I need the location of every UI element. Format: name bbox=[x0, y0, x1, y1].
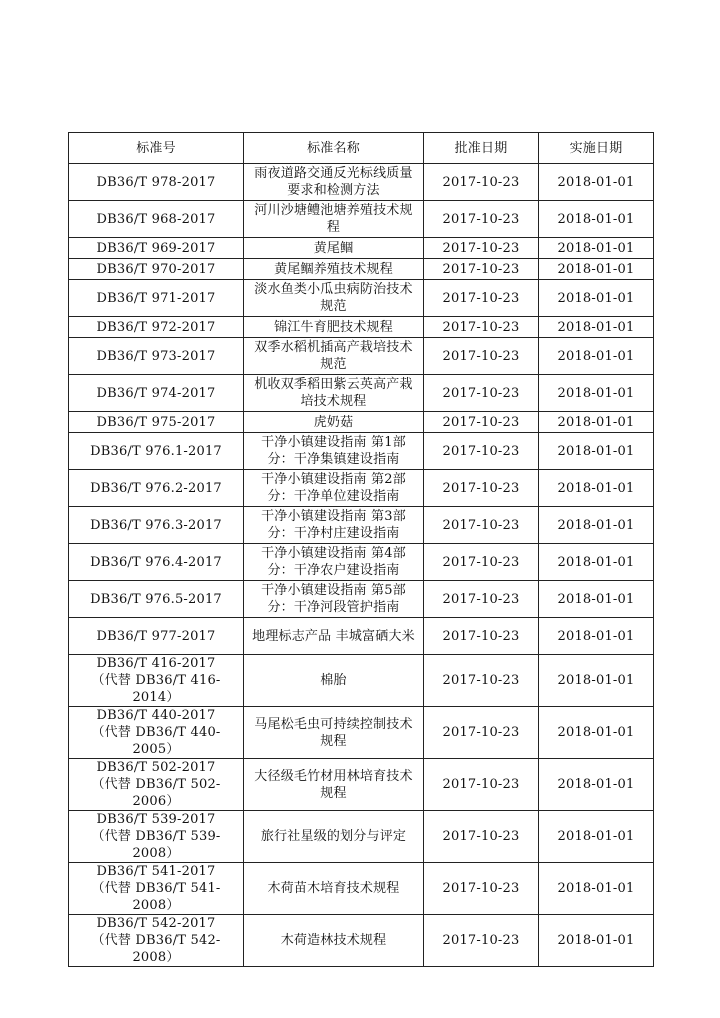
approve-date: 2017-10-23 bbox=[424, 375, 539, 412]
standard-name: 棉胎 bbox=[244, 655, 424, 707]
table-row bbox=[69, 707, 654, 759]
standard-code: DB36/T 541-2017 bbox=[96, 864, 216, 879]
standard-code: DB36/T 502-2017 bbox=[96, 760, 216, 775]
replaced-standard: （代替 DB36/T 541-2008） bbox=[91, 881, 221, 913]
replaced-standard: （代替 DB36/T 542-2008） bbox=[91, 933, 221, 965]
standard-name: 机收双季稻田紫云英高产栽培技术规程 bbox=[244, 375, 424, 412]
table-row bbox=[69, 655, 654, 707]
standard-code: DB36/T 416-2017 bbox=[96, 656, 216, 671]
standard-code: DB36/T 977-2017 bbox=[69, 618, 244, 655]
replaced-standard: （代替 DB36/T 440-2005） bbox=[91, 725, 221, 757]
approve-date: 2017-10-23 bbox=[424, 507, 539, 544]
header-approve-date: 批准日期 bbox=[424, 133, 539, 164]
table-row bbox=[69, 375, 654, 412]
implement-date: 2018-01-01 bbox=[539, 280, 654, 317]
standard-name: 木荷造林技术规程 bbox=[244, 915, 424, 967]
header-implement-date: 实施日期 bbox=[539, 133, 654, 164]
standard-code: DB36/T 976.4-2017 bbox=[69, 544, 244, 581]
table-row bbox=[69, 317, 654, 338]
standard-code: DB36/T 975-2017 bbox=[69, 412, 244, 433]
standard-code: DB36/T 976.1-2017 bbox=[69, 433, 244, 470]
replaced-standard: （代替 DB36/T 502-2006） bbox=[91, 777, 221, 809]
standard-name: 淡水鱼类小瓜虫病防治技术规范 bbox=[244, 280, 424, 317]
standard-name: 虎奶菇 bbox=[244, 412, 424, 433]
table-row bbox=[69, 863, 654, 915]
standard-code: DB36/T 978-2017 bbox=[69, 164, 244, 201]
standard-name: 锦江牛育肥技术规程 bbox=[244, 317, 424, 338]
table-row bbox=[69, 201, 654, 238]
standard-code: DB36/T 440-2017 bbox=[96, 708, 216, 723]
standard-name: 旅行社星级的划分与评定 bbox=[244, 811, 424, 863]
approve-date: 2017-10-23 bbox=[424, 164, 539, 201]
standard-name: 河川沙塘鳢池塘养殖技术规程 bbox=[244, 201, 424, 238]
approve-date: 2017-10-23 bbox=[424, 707, 539, 759]
standard-name: 干净小镇建设指南 第1部分：干净集镇建设指南 bbox=[244, 433, 424, 470]
standard-name: 雨夜道路交通反光标线质量要求和检测方法 bbox=[244, 164, 424, 201]
table-row bbox=[69, 238, 654, 259]
standard-code-cell bbox=[69, 811, 244, 863]
table-row bbox=[69, 507, 654, 544]
standard-name: 马尾松毛虫可持续控制技术规程 bbox=[244, 707, 424, 759]
standards-table bbox=[68, 132, 654, 967]
implement-date: 2018-01-01 bbox=[539, 164, 654, 201]
table-row bbox=[69, 470, 654, 507]
approve-date: 2017-10-23 bbox=[424, 863, 539, 915]
approve-date: 2017-10-23 bbox=[424, 811, 539, 863]
implement-date: 2018-01-01 bbox=[539, 581, 654, 618]
implement-date: 2018-01-01 bbox=[539, 811, 654, 863]
approve-date: 2017-10-23 bbox=[424, 201, 539, 238]
standard-name: 干净小镇建设指南 第4部分：干净农户建设指南 bbox=[244, 544, 424, 581]
replaced-standard: （代替 DB36/T 539-2008） bbox=[91, 829, 221, 861]
standard-name: 地理标志产品 丰城富硒大米 bbox=[244, 618, 424, 655]
implement-date: 2018-01-01 bbox=[539, 259, 654, 280]
table-row bbox=[69, 280, 654, 317]
table-row bbox=[69, 433, 654, 470]
approve-date: 2017-10-23 bbox=[424, 759, 539, 811]
standard-name: 干净小镇建设指南 第3部分：干净村庄建设指南 bbox=[244, 507, 424, 544]
approve-date: 2017-10-23 bbox=[424, 655, 539, 707]
implement-date: 2018-01-01 bbox=[539, 915, 654, 967]
approve-date: 2017-10-23 bbox=[424, 259, 539, 280]
approve-date: 2017-10-23 bbox=[424, 238, 539, 259]
implement-date: 2018-01-01 bbox=[539, 238, 654, 259]
approve-date: 2017-10-23 bbox=[424, 280, 539, 317]
approve-date: 2017-10-23 bbox=[424, 581, 539, 618]
standard-code: DB36/T 973-2017 bbox=[69, 338, 244, 375]
standard-code-cell bbox=[69, 915, 244, 967]
table-row bbox=[69, 338, 654, 375]
implement-date: 2018-01-01 bbox=[539, 412, 654, 433]
table-row bbox=[69, 544, 654, 581]
table-row bbox=[69, 581, 654, 618]
table-row bbox=[69, 811, 654, 863]
implement-date: 2018-01-01 bbox=[539, 655, 654, 707]
approve-date: 2017-10-23 bbox=[424, 544, 539, 581]
implement-date: 2018-01-01 bbox=[539, 201, 654, 238]
standard-code: DB36/T 539-2017 bbox=[96, 812, 216, 827]
approve-date: 2017-10-23 bbox=[424, 915, 539, 967]
approve-date: 2017-10-23 bbox=[424, 433, 539, 470]
standard-name: 干净小镇建设指南 第5部分：干净河段管护指南 bbox=[244, 581, 424, 618]
approve-date: 2017-10-23 bbox=[424, 338, 539, 375]
standard-code: DB36/T 974-2017 bbox=[69, 375, 244, 412]
implement-date: 2018-01-01 bbox=[539, 507, 654, 544]
standard-name: 黄尾鲴养殖技术规程 bbox=[244, 259, 424, 280]
approve-date: 2017-10-23 bbox=[424, 412, 539, 433]
table-row bbox=[69, 915, 654, 967]
standard-name: 干净小镇建设指南 第2部分：干净单位建设指南 bbox=[244, 470, 424, 507]
table-row bbox=[69, 164, 654, 201]
standard-name: 木荷苗木培育技术规程 bbox=[244, 863, 424, 915]
standard-code-cell bbox=[69, 655, 244, 707]
table-row bbox=[69, 618, 654, 655]
implement-date: 2018-01-01 bbox=[539, 544, 654, 581]
table-row bbox=[69, 259, 654, 280]
replaced-standard: （代替 DB36/T 416-2014） bbox=[91, 673, 221, 705]
implement-date: 2018-01-01 bbox=[539, 707, 654, 759]
standard-code: DB36/T 976.5-2017 bbox=[69, 581, 244, 618]
standard-code: DB36/T 976.2-2017 bbox=[69, 470, 244, 507]
standard-code: DB36/T 968-2017 bbox=[69, 201, 244, 238]
standard-code-cell bbox=[69, 707, 244, 759]
header-name: 标准名称 bbox=[244, 133, 424, 164]
implement-date: 2018-01-01 bbox=[539, 375, 654, 412]
implement-date: 2018-01-01 bbox=[539, 618, 654, 655]
implement-date: 2018-01-01 bbox=[539, 433, 654, 470]
implement-date: 2018-01-01 bbox=[539, 863, 654, 915]
implement-date: 2018-01-01 bbox=[539, 470, 654, 507]
implement-date: 2018-01-01 bbox=[539, 759, 654, 811]
standard-name: 双季水稻机插高产栽培技术规范 bbox=[244, 338, 424, 375]
standard-code: DB36/T 972-2017 bbox=[69, 317, 244, 338]
standard-name: 大径级毛竹材用林培育技术规程 bbox=[244, 759, 424, 811]
table-header-row bbox=[69, 133, 654, 164]
standard-name: 黄尾鲴 bbox=[244, 238, 424, 259]
standard-code: DB36/T 969-2017 bbox=[69, 238, 244, 259]
header-code: 标准号 bbox=[69, 133, 244, 164]
standard-code: DB36/T 542-2017 bbox=[96, 916, 216, 931]
standard-code: DB36/T 970-2017 bbox=[69, 259, 244, 280]
approve-date: 2017-10-23 bbox=[424, 618, 539, 655]
implement-date: 2018-01-01 bbox=[539, 338, 654, 375]
approve-date: 2017-10-23 bbox=[424, 317, 539, 338]
table-row bbox=[69, 412, 654, 433]
approve-date: 2017-10-23 bbox=[424, 470, 539, 507]
standard-code: DB36/T 971-2017 bbox=[69, 280, 244, 317]
standard-code-cell bbox=[69, 759, 244, 811]
standard-code-cell bbox=[69, 863, 244, 915]
standard-code: DB36/T 976.3-2017 bbox=[69, 507, 244, 544]
implement-date: 2018-01-01 bbox=[539, 317, 654, 338]
table-row bbox=[69, 759, 654, 811]
